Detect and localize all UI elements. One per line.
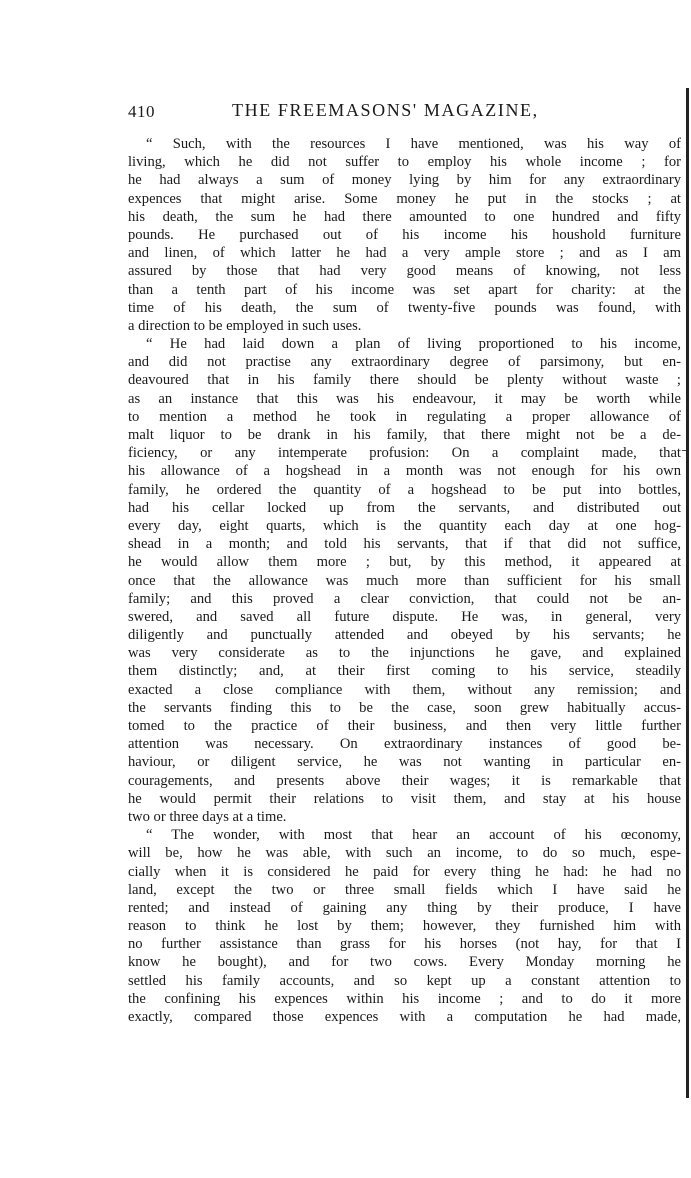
text-line: the confining his expences within his income ; and to do it more [128,990,681,1007]
text-line: family; and this proved a clear conviction, that could not be an- [128,590,681,607]
text-line: them distinctly; and, at their first coming to his service, steadily [128,663,681,680]
text-line: to mention a method he took in regulating a proper allowance of [128,408,681,425]
text-line: time of his death, the sum of twenty-five pounds was found, with [128,299,681,316]
text-line: reason to think he lost by them; however, they furnished him with [128,918,681,935]
body-text [128,135,681,1026]
running-title: THE FREEMASONS' MAGAZINE, [232,100,539,120]
text-line: haviour, or diligent service, he was not wanting in particular en- [128,754,681,771]
text-line: he had always a sum of money lying by him for any extraordinary [128,172,681,189]
text-line: expences that might arise. Some money he put in the stocks ; at [128,190,681,207]
text-line: was very considerate as to the injunctions he gave, and explained [128,645,681,662]
text-line: he would permit their relations to visit them, and stay at his house [128,790,681,807]
text-line: every day, eight quarts, which is the quantity each day at one hog- [128,517,681,534]
text-line: land, except the two or three small fields which I have said he [128,881,681,898]
text-line: ficiency, or any intemperate profusion: On a complaint made, that [128,445,681,462]
page-edge-rule [686,88,689,1098]
text-line: rented; and instead of gaining any thing by their produce, I have [128,899,681,916]
text-line: as an instance that this was his endeavour, it may be worth while [128,390,681,407]
text-line: “ He had laid down a plan of living proportioned to his income, [146,336,681,353]
text-line: exactly, compared those expences with a computation he had made, [128,1009,681,1025]
text-line: shead in a month; and told his servants, that if that did not suffice, [128,536,681,553]
text-line: his death, the sum he had there amounted to one hundred and fifty [128,208,681,225]
text-line: couragements, and presents above their wages; it is remarkable that [128,772,681,789]
text-line: assured by those that had very good means of knowing, not less [128,263,681,280]
text-line: know he bought), and for two cows. Every Monday morning he [128,954,681,971]
text-line: had his cellar locked up from the servants, and distributed out [128,499,681,516]
text-line: a direction to be employed in such uses. [128,317,362,334]
text-line: settled his family accounts, and so kept up a constant attention to [128,972,681,989]
text-line: exacted a close compliance with them, without any remission; and [128,681,681,698]
text-line: his allowance of a hogshead in a month was not enough for his own [128,463,681,480]
text-line: diligently and punctually attended and obeyed by his servants; he [128,627,681,644]
text-line: “ The wonder, with most that hear an account of his œconomy, [146,827,681,844]
page-number: 410 [128,102,155,121]
text-line: and linen, of which latter he had a very ample store ; and as I am [128,245,681,262]
text-line: deavoured that in his family there should be plenty without waste ; [128,372,681,389]
text-line: tomed to the practice of their business, and then very little further [128,718,681,734]
text-line: and did not practise any extraordinary degree of parsimony, but en- [128,354,681,371]
text-line: “ Such, with the resources I have mentioned, was his way of [146,136,681,152]
text-line: cially when it is considered he paid for every thing he had: he had no [128,863,681,880]
text-line: no further assistance than grass for his horses (not hay, for that I [128,936,681,953]
text-line: attention was necessary. On extraordinary instances of good be- [128,736,681,753]
text-line: than a tenth part of his income was set apart for charity: at the [128,281,681,298]
page-edge-mark [682,450,686,451]
text-line: pounds. He purchased out of his income his houshold furniture [128,226,681,243]
text-line: malt liquor to be drank in his family, that there might not be a de- [128,427,681,443]
text-line: the servants finding this to be the case, soon grew habitually accus- [128,699,681,716]
text-line: two or three days at a time. [128,808,287,825]
text-line: he would allow them more ; but, by this method, it appeared at [128,554,681,571]
text-line: living, which he did not suffer to employ his whole income ; for [128,154,681,171]
text-line: will be, how he was able, with such an income, to do so much, espe- [128,845,681,862]
text-line: swered, and saved all future dispute. He was, in general, very [128,608,681,625]
text-line: once that the allowance was much more than sufficient for his small [128,572,681,589]
text-line: family, he ordered the quantity of a hogshead to be put into bottles, [128,481,681,498]
page-header [128,100,681,130]
